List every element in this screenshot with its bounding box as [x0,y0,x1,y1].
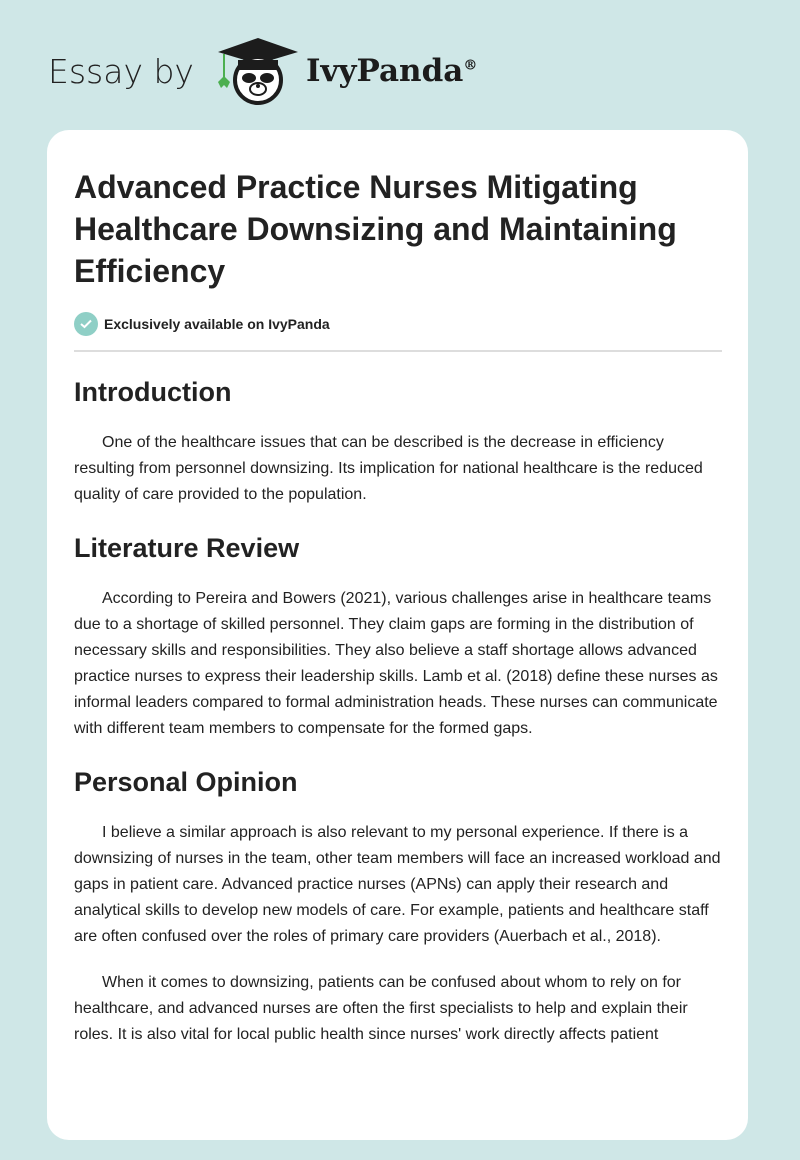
essay-card [47,130,748,1140]
section-heading: Literature Review [74,533,300,563]
paragraph: According to Pereira and Bowers (2021), various challenges arise in healthcare teams due to a shortage of skilled personnel. They claim gaps are forming in the distribution of necessary skills and responsibilities. They also believe a staff shortage allows advanced practice nurses to express their leadership skills. Lamb et al. (2018) define these nurses as informal leaders compared to formal administration heads. These nurses can communicate with different team members to compensate for the formed gaps. [74,590,718,737]
paragraph: When it comes to downsizing, patients can be confused about whom to rely on for healthcare, and advanced nurses are often the first specialists to help and explain their roles. It is also vital for local public health since nurses' work directly affects patient [74,974,688,1043]
essay-by-label: Essay by [48,51,194,91]
site-header [48,36,477,106]
exclusive-badge [74,312,722,336]
ivypanda-logo-icon[interactable] [212,36,304,106]
brand-text: IvyPanda [305,53,464,89]
paragraph: I believe a similar approach is also relevant to my personal experience. If there is a downsizing of nurses in the team, other team members will face an increased workload and gaps in patient care. Advanced practice nurses (APNs) can apply their research and analytical skills to develop new models of care. For example, patients and healthcare staff are often confused over the roles of primary care providers (Auerbach et al., 2018). [74,824,721,945]
essay-title: Advanced Practice Nurses Mitigating Healthcare Downsizing and Maintaining Efficiency [74,169,677,289]
brand-name [306,53,477,89]
divider [74,350,722,352]
paragraph: One of the healthcare issues that can be described is the decrease in efficiency resulting from personnel downsizing. Its implication for national healthcare is the reduced quality of care provided to the population. [74,434,703,503]
section-heading: Introduction [74,377,232,407]
section-heading: Personal Opinion [74,767,298,797]
badge-label: Exclusively available on IvyPanda [104,316,330,332]
registered-mark: ® [463,57,478,74]
check-icon [74,312,98,336]
